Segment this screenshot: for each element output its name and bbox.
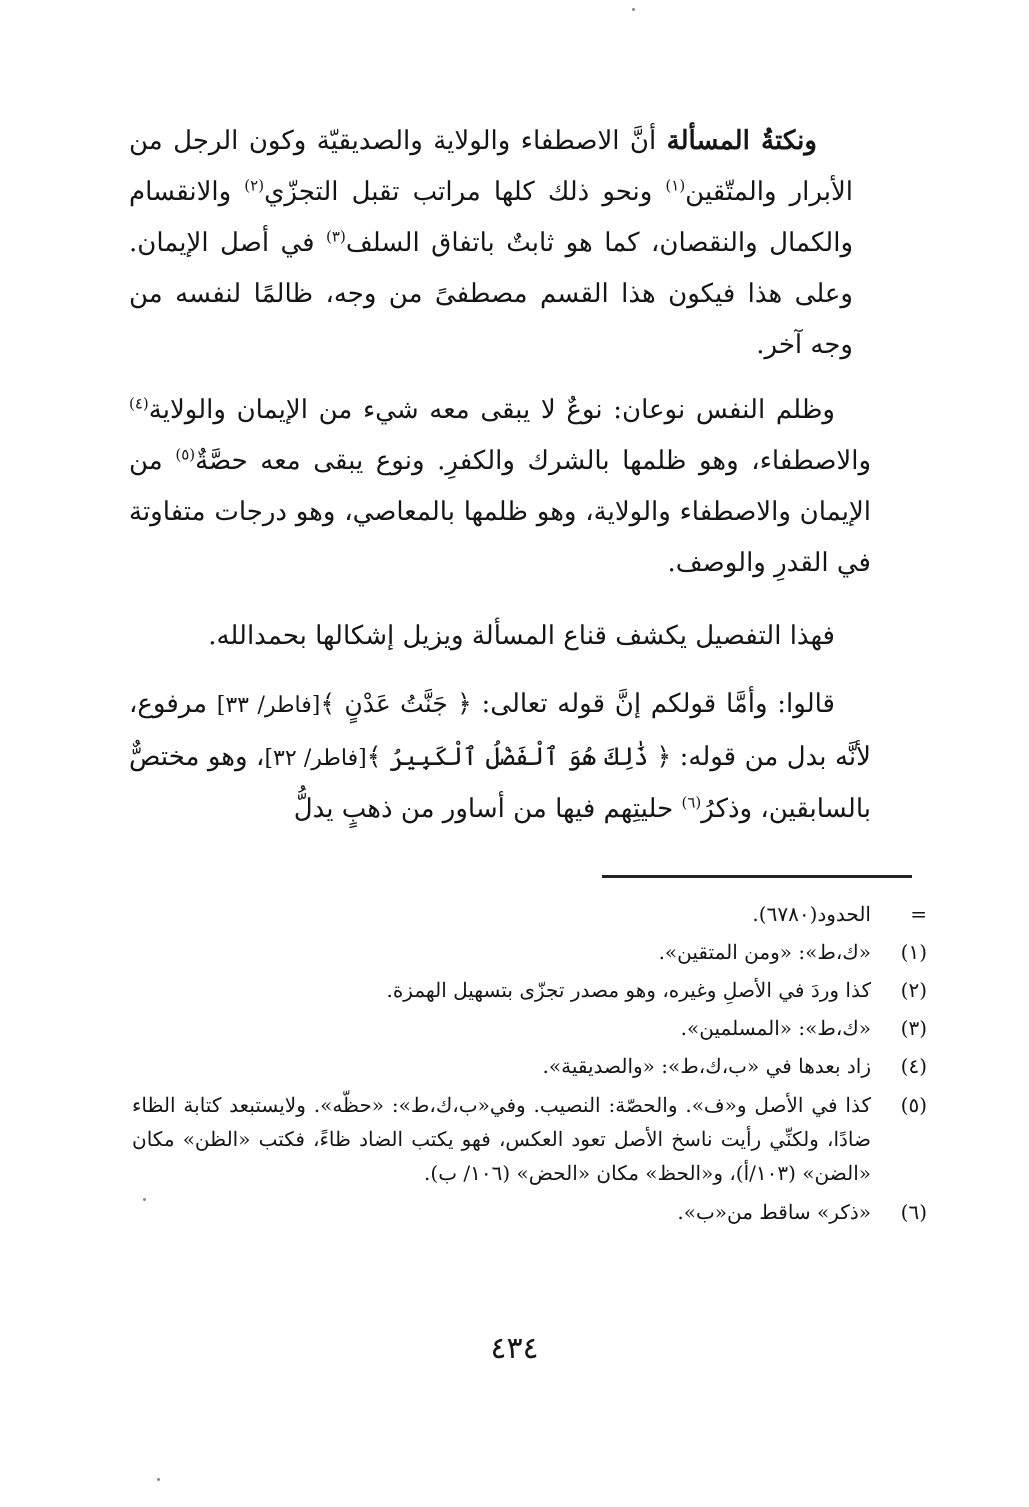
- footnote-number: (٢): [900, 978, 927, 1002]
- footnote-ref-6[interactable]: (٦): [681, 793, 702, 812]
- text-run: والانقسام والكمال والنقصان، كما هو ثابتٌ باتفاق السلف: [129, 177, 853, 258]
- footnote-separator: [602, 875, 912, 878]
- footnote-continued: [132, 898, 927, 930]
- text-run: قالوا: وأمَّا قولكم إنَّ قوله تعالى:: [471, 689, 835, 719]
- scan-speck: [143, 1198, 146, 1201]
- footnote-6: [132, 1196, 927, 1228]
- footnote-4: [132, 1050, 927, 1082]
- verse-reference-2: [فاطر/ ٣٢]: [264, 746, 367, 771]
- footnote-text: كذا وردَ في الأصلِ وغيره، وهو مصدر تجزّى بتسهيل الهمزة.: [386, 978, 871, 1002]
- footnote-number: (٦): [900, 1200, 927, 1224]
- footnote-ref-3[interactable]: (٣): [326, 227, 346, 246]
- page-number: ٤٣٤: [490, 1331, 539, 1366]
- text-run: ونحو ذلك كلها مراتب تقبل التجزّي: [264, 177, 666, 207]
- footnote-ref-2[interactable]: (٢): [244, 176, 265, 195]
- footnote-number: (٥): [900, 1093, 927, 1117]
- paragraph-1: [129, 116, 871, 371]
- text-run: من الإيمان والاصطفاء والولاية، وهو ظلمها بالمعاصي، وهو درجات متفاوتة في القدرِ والوصف.: [129, 446, 871, 578]
- paragraph-2: [129, 385, 871, 589]
- scan-speck: [157, 1478, 160, 1481]
- footnote-number: =: [910, 902, 927, 926]
- footnote-text: «ك،ط»: «المسلمين».: [680, 1016, 871, 1040]
- paragraph-3: فهذا التفصيل يكشف قناع المسألة ويزيل إشكالها بحمدالله.: [208, 621, 835, 651]
- footnote-text: الحدود(٦٧٨٠).: [752, 902, 871, 926]
- text-run: وظلم النفس نوعان: نوعٌ لا يبقى معه شيء من الإيمان والولاية: [148, 395, 835, 425]
- quran-verse-1: ﴿ جَنَّتُ عَدْنٍ ﴾: [320, 689, 472, 718]
- footnote-3: [132, 1012, 927, 1044]
- footnote-ref-5[interactable]: (٥): [175, 445, 196, 464]
- text-run: ، وهو مختصٌّ بالسابقين، وذكرُ: [129, 742, 871, 824]
- text-run: مرفوع، لأنَّه بدل من قوله:: [129, 689, 872, 772]
- footnote-5: [132, 1088, 927, 1190]
- footnote-text: «ذكر» ساقط من«ب».: [677, 1200, 871, 1224]
- scan-speck: [632, 8, 635, 11]
- main-text: [129, 116, 871, 835]
- footnote-text: زاد بعدها في «ب،ك،ط»: «والصديقية».: [542, 1054, 871, 1078]
- footnotes: [132, 898, 927, 1234]
- footnote-ref-4[interactable]: (٤): [129, 394, 149, 413]
- text-run: والاصطفاء، وهو ظلمها بالشرك والكفرِ. ونوع يبقى معه حصَّةٌ: [195, 446, 872, 476]
- text-run: في أصل الإيمان. وعلى هذا فيكون هذا القسم مصطفىً من وجه، ظالمًا لنفسه من وجه آخر.: [129, 228, 853, 360]
- footnote-ref-1[interactable]: (١): [665, 176, 686, 195]
- quran-verse-2: ﴿ ذَٰلِكَ هُوَ ٱلْفَضْلُ ٱلْكَبِيرُ ﴾: [366, 742, 672, 771]
- text-run: حليتِهم فيها من أساور من ذهبٍ يدلُّ: [293, 794, 682, 824]
- footnote-text: كذا في الأصل و«ف». والحصّة: النصيب. وفي«ب،ك،ط»: «حظّه». ولايستبعد كتابة الظاء ضادًا، ولكنِّي رأيت ناسخ الأصل تعود العكس، فهو يكتب الضاد ظاءً، فكتب «الظن» مكان «الضن» (١٠٣/أ)، و«الحظ» مكان «الحض» (١٠٦/ ب).: [132, 1093, 871, 1185]
- footnote-number: (١): [900, 940, 927, 964]
- footnote-text: «ك،ط»: «ومن المتقين».: [658, 940, 871, 964]
- footnote-number: (٤): [900, 1054, 927, 1078]
- footnote-2: [132, 974, 927, 1006]
- footnote-1: [132, 936, 927, 968]
- verse-reference-1: [فاطر/ ٣٣]: [216, 693, 321, 718]
- paragraph-4: [129, 678, 871, 835]
- footnote-number: (٣): [900, 1016, 927, 1040]
- lead-phrase: ونكتةُ المسألة: [666, 126, 817, 156]
- text-run: أنَّ الاصطفاء والولاية والصديقيّة وكون الرجل من الأبرار والمتّقين: [129, 126, 854, 207]
